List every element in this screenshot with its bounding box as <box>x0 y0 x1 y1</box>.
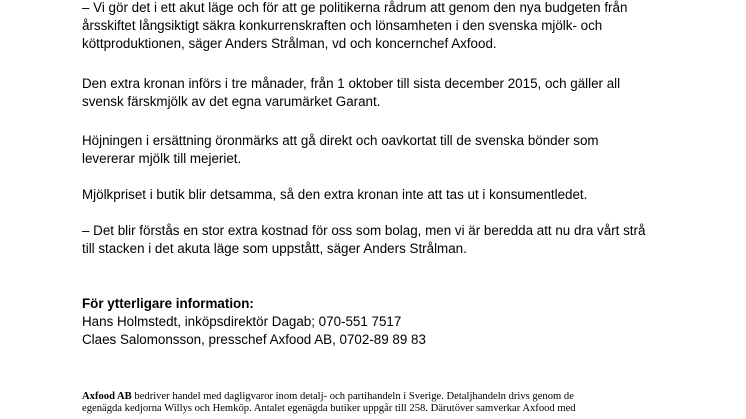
text-line: Mjölkpriset i butik blir detsamma, så den extra kronan inte att tas ut i konsumentledet. <box>82 187 588 202</box>
contact-line: Hans Holmstedt, inköpsdirektör Dagab; 070-551 7517 <box>82 314 402 329</box>
paragraph-quote-strålman-1 <box>82 0 682 53</box>
footer-line: egenägda kedjorna Willys och Hemköp. Antalet egenägda butiker uppgår till 258. Därutöver samverkar Axfood med <box>82 403 576 414</box>
text-line: till stacken i det akuta läge som uppstått, säger Anders Strålman. <box>82 241 467 256</box>
text-line: köttproduktionen, säger Anders Strålman, vd och koncernchef Axfood. <box>82 36 497 51</box>
footer-line-text: bedriver handel med dagligvaror inom detalj- och partihandeln i Sverige. Detaljhandeln drivs genom de <box>131 391 574 402</box>
footer-company-name: Axfood AB <box>82 391 132 402</box>
paragraph-mjolkpriset <box>82 186 682 204</box>
text-line: – Vi gör det i ett akut läge och för att ge politikerna rådrum att genom den nya budgeten från <box>82 0 628 15</box>
text-line: årsskiftet långsiktigt säkra konkurrenskraften och lönsamheten i den svenska mjölk- och <box>82 18 603 33</box>
paragraph-hojning <box>82 132 682 168</box>
text-line: svensk färskmjölk av det egna varumärket Garant. <box>82 94 381 109</box>
text-line: Den extra kronan införs i tre månader, från 1 oktober till sista december 2015, och gäller all <box>82 76 621 91</box>
text-line: – Det blir förstås en stor extra kostnad för oss som bolag, men vi är beredda att nu dra vårt strå <box>82 223 646 238</box>
footer-company-info <box>82 391 682 415</box>
contact-line: Claes Salomonsson, presschef Axfood AB, 0702-89 89 83 <box>82 332 426 347</box>
contact-section <box>82 295 682 349</box>
text-line: Höjningen i ersättning öronmärks att gå direkt och oavkortat till de svenska bönder som <box>82 133 599 148</box>
contact-heading: För ytterligare information: <box>82 296 254 311</box>
footer-line <box>82 391 682 403</box>
paragraph-extra-krona <box>82 75 682 111</box>
paragraph-quote-strålman-2 <box>82 222 682 258</box>
text-line: levererar mjölk till mejeriet. <box>82 151 242 166</box>
